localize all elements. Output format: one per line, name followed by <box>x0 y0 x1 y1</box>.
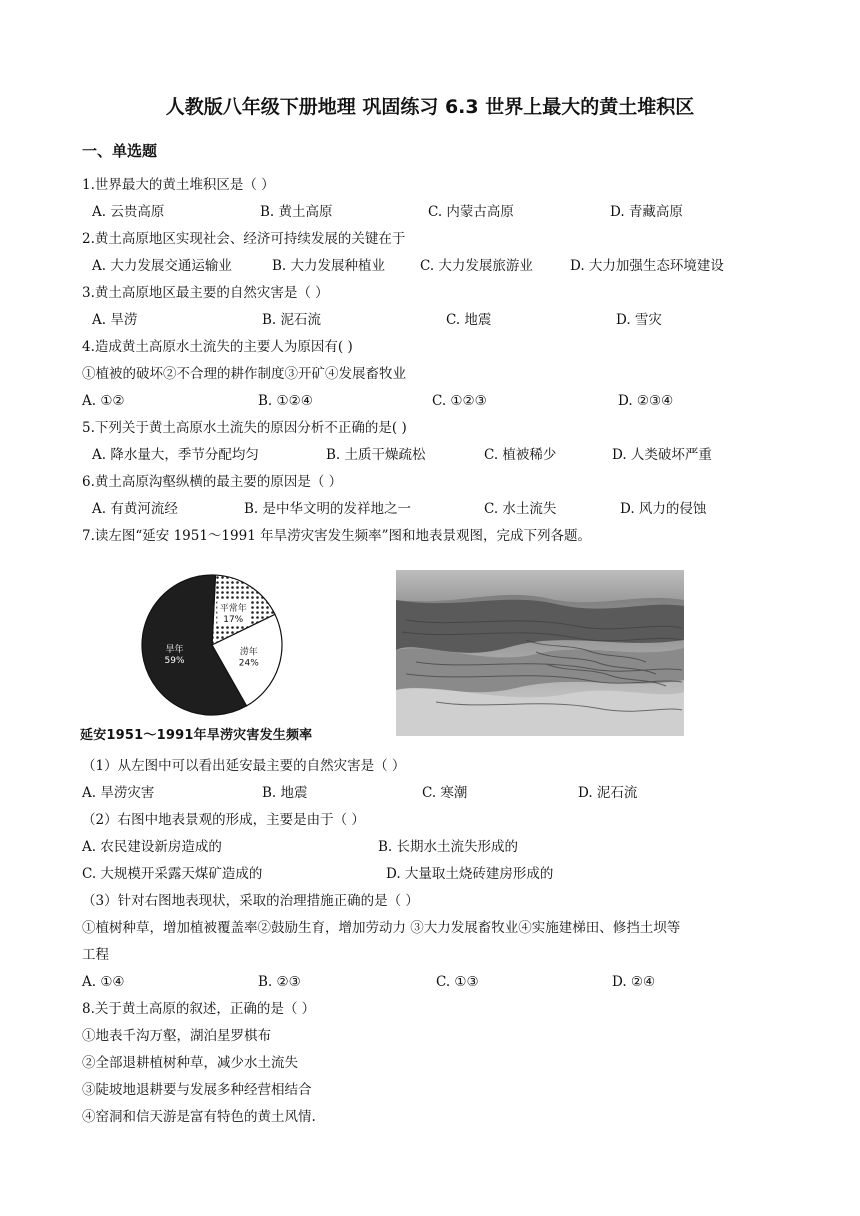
q6-option-c[interactable]: C. 水土流失 <box>484 501 557 517</box>
q1-option-a[interactable]: A. 云贵高原 <box>92 204 165 220</box>
pie-value-label: 24% <box>238 658 259 669</box>
q4-option-c[interactable]: C. ①②③ <box>432 393 487 409</box>
q7-part3-stem: （3）针对右图地表现状，采取的治理措施正确的是（ ） <box>82 893 419 909</box>
q2-option-a[interactable]: A. 大力发展交通运输业 <box>92 258 232 274</box>
pie-chart <box>80 570 370 720</box>
q4-option-b[interactable]: B. ①②④ <box>258 393 313 409</box>
q5-option-b[interactable]: B. 土质干燥疏松 <box>326 447 426 463</box>
q8-statement-2: ②全部退耕植树种草，减少水土流失 <box>82 1055 298 1071</box>
question-8-stem: 8.关于黄土高原的叙述，正确的是（ ） <box>82 1001 316 1017</box>
q7p3-option-b[interactable]: B. ②③ <box>258 974 301 990</box>
q6-option-a[interactable]: A. 有黄河流经 <box>92 501 178 517</box>
q8-statement-4: ④窑洞和信天游是富有特色的黄土风情. <box>82 1109 316 1125</box>
q1-option-d[interactable]: D. 青藏高原 <box>610 204 683 220</box>
pie-category-label: 涝年 <box>239 647 258 658</box>
q2-option-b[interactable]: B. 大力发展种植业 <box>272 258 386 274</box>
q2-option-c[interactable]: C. 大力发展旅游业 <box>420 258 533 274</box>
q7p2-option-b[interactable]: B. 长期水土流失形成的 <box>378 839 519 855</box>
q5-option-c[interactable]: C. 植被稀少 <box>484 447 557 463</box>
q1-option-c[interactable]: C. 内蒙古高原 <box>428 204 514 220</box>
q1-option-b[interactable]: B. 黄土高原 <box>260 204 333 220</box>
chart-caption: 延安1951～1991年旱涝灾害发生频率 <box>80 728 313 743</box>
pie-chart-figure <box>80 570 370 748</box>
q3-option-d[interactable]: D. 雪灾 <box>616 312 662 328</box>
q7p3-option-c[interactable]: C. ①③ <box>436 974 479 990</box>
q8-statement-3: ③陡坡地退耕要与发展多种经营相结合 <box>82 1082 312 1098</box>
q7p2-option-a[interactable]: A. 农民建设新房造成的 <box>82 839 222 855</box>
q7p3-option-d[interactable]: D. ②④ <box>612 974 656 990</box>
question-3-stem: 3.黄土高原地区最主要的自然灾害是（ ） <box>82 285 329 301</box>
question-5-stem: 5.下列关于黄土高原水土流失的原因分析不正确的是( ) <box>82 420 407 436</box>
q7-part1-stem: （1）从左图中可以看出延安最主要的自然灾害是（ ） <box>82 758 406 774</box>
pie-value-label: 17% <box>223 614 244 625</box>
q6-option-b[interactable]: B. 是中华文明的发祥地之一 <box>244 501 412 517</box>
q7p1-option-d[interactable]: D. 泥石流 <box>578 785 638 801</box>
q5-option-d[interactable]: D. 人类破坏严重 <box>612 447 712 463</box>
q7p3-option-a[interactable]: A. ①④ <box>82 974 125 990</box>
question-4-statements: ①植被的破坏②不合理的耕作制度③开矿④发展畜牧业 <box>82 366 406 382</box>
q8-statement-1: ①地表千沟万壑，湖泊星罗棋布 <box>82 1028 271 1044</box>
pie-category-label: 旱年 <box>165 644 184 655</box>
q4-option-d[interactable]: D. ②③④ <box>618 393 674 409</box>
pie-category-label: 平常年 <box>219 603 247 614</box>
q3-option-b[interactable]: B. 泥石流 <box>262 312 322 328</box>
q6-option-d[interactable]: D. 风力的侵蚀 <box>620 501 707 517</box>
question-4-stem: 4.造成黄土高原水土流失的主要人为原因有( ) <box>82 339 353 355</box>
q5-option-a[interactable]: A. 降水量大，季节分配均匀 <box>92 447 259 463</box>
q3-option-c[interactable]: C. 地震 <box>446 312 492 328</box>
question-7-stem: 7.读左图“延安 1951～1991 年旱涝灾害发生频率”图和地表景观图，完成下列各题。 <box>82 528 591 544</box>
q7p2-option-c[interactable]: C. 大规模开采露天煤矿造成的 <box>82 866 263 882</box>
pie-value-label: 59% <box>164 655 185 666</box>
question-2-stem: 2.黄土高原地区实现社会、经济可持续发展的关键在于 <box>82 231 406 247</box>
q7-part3-statements: ①植树种草，增加植被覆盖率②鼓励生育，增加劳动力 ③大力发展畜牧业④实施建梯田、修挡土坝等 <box>82 920 681 936</box>
q2-option-d[interactable]: D. 大力加强生态环境建设 <box>570 258 724 274</box>
landscape-photo <box>396 570 684 736</box>
q7p1-option-a[interactable]: A. 旱涝灾害 <box>82 785 155 801</box>
q7-part3-statements-cont: 工程 <box>82 947 109 963</box>
question-1-stem: 1.世界最大的黄土堆积区是（ ） <box>82 177 275 193</box>
q7p1-option-c[interactable]: C. 寒潮 <box>422 785 468 801</box>
q7p1-option-b[interactable]: B. 地震 <box>262 785 308 801</box>
page-title: 人教版八年级下册地理 巩固练习 6.3 世界上最大的黄土堆积区 <box>165 96 695 118</box>
q3-option-a[interactable]: A. 旱涝 <box>92 312 138 328</box>
q7p2-option-d[interactable]: D. 大量取土烧砖建房形成的 <box>386 866 554 882</box>
question-6-stem: 6.黄土高原沟壑纵横的最主要的原因是（ ） <box>82 474 343 490</box>
section-heading: 一、单选题 <box>82 142 158 160</box>
q7-part2-stem: （2）右图中地表景观的形成，主要是由于（ ） <box>82 812 365 828</box>
q4-option-a[interactable]: A. ①② <box>82 393 125 409</box>
